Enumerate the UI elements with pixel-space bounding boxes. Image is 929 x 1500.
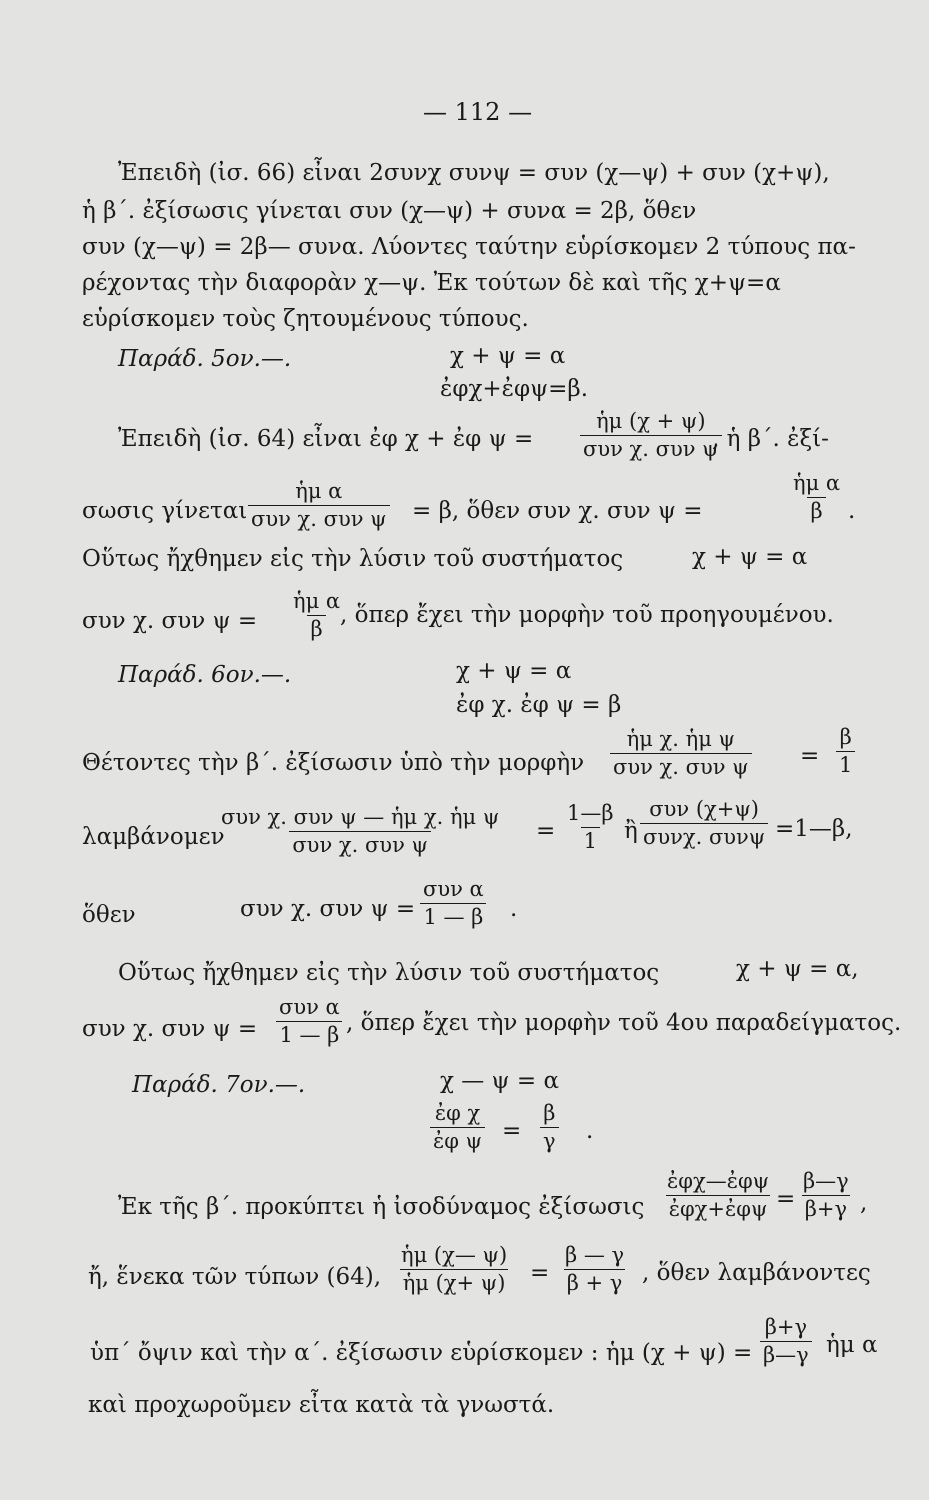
example-6-equation-2: ἐφ χ. ἐφ ψ = β <box>456 692 622 718</box>
numerator: ἡμ (χ + ψ) <box>596 409 706 433</box>
equals-sign: = <box>530 1260 550 1286</box>
denominator: β+γ <box>802 1195 850 1221</box>
numerator: ἡμ α <box>295 479 343 503</box>
numerator: β+γ <box>764 1315 807 1339</box>
denominator: ἡμ (χ+ ψ) <box>400 1269 509 1295</box>
text-line-17b: χ + ψ = α, <box>736 956 859 982</box>
example-5-label: Παράδ. 5ον.—. <box>118 346 292 372</box>
text-line-18a: συν χ. συν ψ = <box>82 1016 258 1042</box>
text-line-4: ρέχοντας τὴν διαφορὰν χ—ψ. Ἐκ τούτων δὲ καὶ τῆς χ+ψ=α <box>82 270 781 296</box>
text-line-21b: , ὅθεν λαμβάνοντες <box>642 1260 871 1286</box>
text-line-8a: Ἐπειδὴ (ἰσ. 64) εἶναι ἐφ χ + ἐφ ψ = <box>118 426 534 452</box>
fraction-18 <box>276 996 343 1047</box>
denominator: 1 <box>581 827 600 853</box>
comma: , <box>860 1190 868 1216</box>
numerator: ἐφχ—ἐφψ <box>667 1169 770 1193</box>
text-line-18b: , ὅπερ ἔχει τὴν μορφὴν τοῦ 4ου παραδείγματος. <box>346 1010 902 1036</box>
denominator: β <box>807 497 825 523</box>
equals-sign: = <box>800 743 820 769</box>
text-line-10b: χ + ψ = α <box>692 544 808 570</box>
denominator: ἐφ ψ <box>430 1127 485 1153</box>
denominator: 1 <box>836 751 855 777</box>
text-line-15b: ἢ <box>624 818 638 844</box>
text-line-16a: ὅθεν <box>82 902 136 928</box>
denominator: 1 — β <box>276 1021 342 1047</box>
page-number: — 112 — <box>423 98 533 126</box>
fraction-19a <box>430 1102 485 1153</box>
numerator: συν χ. συν ψ — ἡμ χ. ἡμ ψ <box>221 805 500 829</box>
fraction-15a <box>218 806 502 857</box>
text-line-10a: Οὕτως ἤχθημεν εἰς τὴν λύσιν τοῦ συστήματος <box>82 546 624 572</box>
equals-sign: = <box>776 1186 796 1212</box>
denominator: συνχ. συνψ <box>640 823 768 849</box>
fraction-9b <box>790 472 843 523</box>
text-line-8b: , ἡ β΄. ἐξί- <box>712 426 829 452</box>
text-line-14a: Θέτοντες τὴν β΄. ἐξίσωσιν ὑπὸ τὴν μορφὴν <box>82 750 585 776</box>
denominator: β <box>307 615 325 641</box>
numerator: β — γ <box>565 1243 625 1267</box>
text-line-22b: ἡμ α <box>826 1332 878 1358</box>
numerator: β <box>839 725 852 749</box>
numerator: συν α <box>423 877 484 901</box>
fraction-16 <box>420 878 487 929</box>
denominator: β + γ <box>564 1269 626 1295</box>
denominator: συν χ. συν ψ <box>610 753 752 779</box>
numerator: ἡμ α <box>293 589 341 613</box>
numerator: β <box>543 1101 556 1125</box>
fraction-9a <box>248 480 390 531</box>
text-line-2: ἡ β΄. ἐξίσωσις γίνεται συν (χ—ψ) + συνα = 2β, ὅθεν <box>82 198 697 224</box>
text-line-23: καὶ προχωροῦμεν εἶτα κατὰ τὰ γνωστά. <box>88 1392 555 1418</box>
numerator: ἡμ χ. ἡμ ψ <box>626 727 735 751</box>
numerator: ἡμ (χ— ψ) <box>401 1243 508 1267</box>
numerator: ἡμ α <box>793 471 841 495</box>
fraction-21a <box>398 1244 510 1295</box>
equals-sign: = <box>536 818 556 844</box>
fraction-15b <box>564 802 617 853</box>
period: . <box>510 896 518 922</box>
denominator: συν χ. συν ψ <box>289 831 431 857</box>
example-7-label: Παράδ. 7ον.—. <box>132 1072 306 1098</box>
denominator: ἐφχ+ἐφψ <box>666 1195 771 1221</box>
text-line-11a: συν χ. συν ψ = <box>82 608 258 634</box>
fraction-20b <box>800 1170 852 1221</box>
fraction-14b <box>836 726 855 777</box>
fraction-20a <box>664 1170 772 1221</box>
numerator: συν (χ+ψ) <box>649 797 759 821</box>
text-line-5: εὑρίσκομεν τοὺς ζητουμένους τύπους. <box>82 306 529 332</box>
example-7-equation-1: χ — ψ = α <box>440 1068 560 1094</box>
text-line-11b: , ὅπερ ἔχει τὴν μορφὴν τοῦ προηγουμένου. <box>340 602 834 628</box>
denominator: συν χ. συν ψ <box>248 505 390 531</box>
example-6-label: Παράδ. 6ον.—. <box>118 662 292 688</box>
numerator: ἐφ χ <box>434 1101 481 1125</box>
text-line-15a: λαμβάνομεν <box>82 824 225 850</box>
numerator: συν α <box>279 995 340 1019</box>
fraction-11 <box>290 590 343 641</box>
text-line-21a: ἤ, ἕνεκα τῶν τύπων (64), <box>88 1264 382 1290</box>
example-5-equation-2: ἐφχ+ἐφψ=β. <box>440 376 589 402</box>
fraction-19b <box>540 1102 559 1153</box>
denominator: συν χ. συν ψ <box>580 435 722 461</box>
text-line-3: συν (χ—ψ) = 2β— συνα. Λύοντες ταύτην εὑρίσκομεν 2 τύπους πα- <box>82 234 856 260</box>
period: . <box>586 1118 594 1144</box>
fraction-22 <box>760 1316 812 1367</box>
numerator: β—γ <box>803 1169 849 1193</box>
fraction-15c <box>640 798 768 849</box>
text-line-9a: σωσις γίνεται <box>82 498 248 524</box>
denominator: β—γ <box>760 1341 812 1367</box>
text-line-15c: =1—β, <box>775 816 853 842</box>
equals-sign: = <box>502 1118 522 1144</box>
text-line-17a: Οὕτως ἤχθημεν εἰς τὴν λύσιν τοῦ συστήματος <box>118 960 660 986</box>
denominator: γ <box>540 1127 559 1153</box>
example-5-equation-1: χ + ψ = α <box>450 343 566 369</box>
text-line-20a: Ἐκ τῆς β΄. προκύπτει ἡ ἰσοδύναμος ἐξίσωσις <box>118 1194 645 1220</box>
text-line-9b: = β, ὅθεν συν χ. συν ψ = <box>412 498 703 524</box>
denominator: 1 — β <box>420 903 486 929</box>
numerator: 1—β <box>567 801 614 825</box>
text-line-1: Ἐπειδὴ (ἰσ. 66) εἶναι 2συνχ συνψ = συν (χ—ψ) + συν (χ+ψ), <box>118 160 830 186</box>
fraction-14a <box>610 728 752 779</box>
text-line-16b: συν χ. συν ψ = <box>240 896 416 922</box>
fraction-21b <box>562 1244 627 1295</box>
fraction-8 <box>580 410 722 461</box>
example-6-equation-1: χ + ψ = α <box>456 658 572 684</box>
period: . <box>848 498 856 524</box>
text-line-22a: ὑπ΄ ὄψιν καὶ τὴν α΄. ἐξίσωσιν εὑρίσκομεν : ἡμ (χ + ψ) = <box>90 1340 753 1366</box>
